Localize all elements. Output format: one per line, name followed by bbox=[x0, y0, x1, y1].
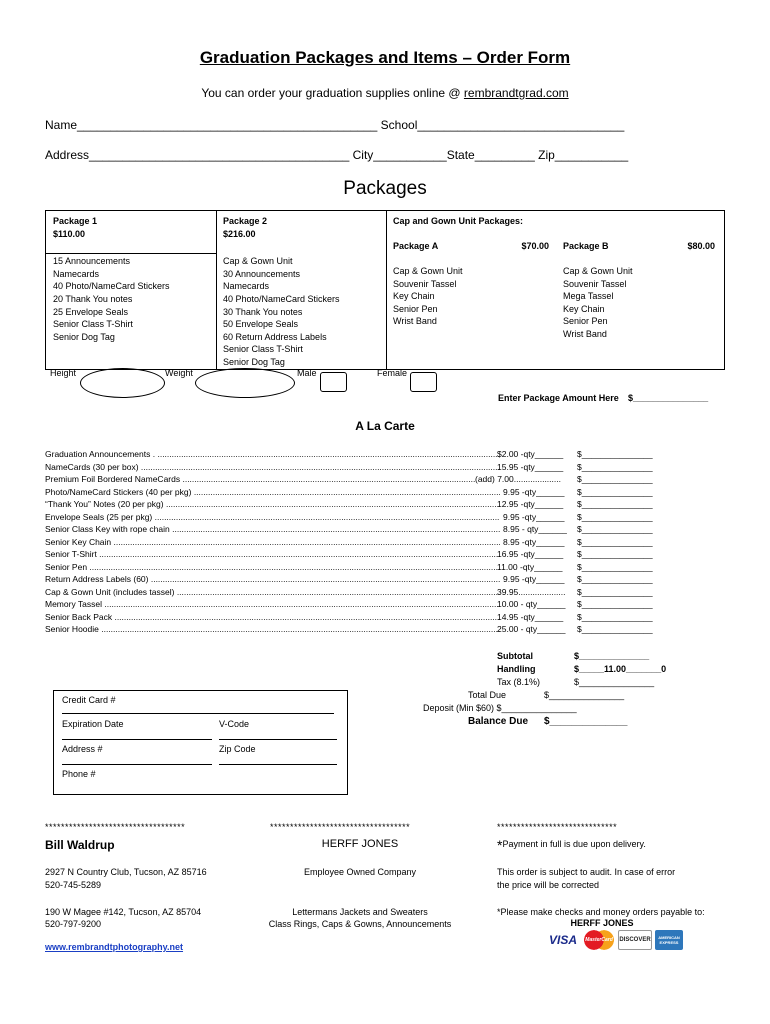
list-item: Senior Pen bbox=[563, 316, 608, 327]
table-row bbox=[45, 549, 665, 562]
item-price-qty[interactable]: 9.95 -qty______ bbox=[503, 511, 565, 522]
payment-note bbox=[497, 838, 646, 851]
table-row bbox=[45, 524, 665, 537]
table-row bbox=[45, 562, 665, 575]
list-item: Senior Class T-Shirt bbox=[53, 319, 133, 330]
item-amount-field[interactable]: $_______________ bbox=[577, 611, 653, 622]
item-name: Photo/NameCard Stickers (40 per pkg) ..... bbox=[45, 487, 500, 497]
item-name: Senior Key Chain ..... bbox=[45, 537, 500, 547]
expiration-label: Expiration Date bbox=[62, 719, 124, 729]
item-amount-field[interactable]: $_______________ bbox=[577, 511, 653, 522]
zip-code-field[interactable] bbox=[219, 764, 337, 765]
table-row bbox=[45, 624, 665, 637]
package-a-title: Package A bbox=[393, 241, 439, 251]
balance-due-label: Balance Due bbox=[468, 716, 529, 727]
package-b-price: $80.00 bbox=[687, 241, 715, 251]
list-item: 30 Thank You notes bbox=[223, 306, 303, 317]
item-price-qty[interactable]: 8.95 - qty______ bbox=[503, 524, 567, 534]
discover-logo-icon: DISCOVER bbox=[618, 930, 652, 950]
address-label: Address # bbox=[62, 744, 103, 754]
list-item: 60 Return Address Labels bbox=[223, 331, 327, 342]
handling-label: Handling bbox=[497, 664, 536, 674]
height-label: Height bbox=[50, 368, 77, 378]
services-line-2: Class Rings, Caps & Gowns, Announcements bbox=[268, 919, 452, 929]
total-due-field[interactable]: $_______________ bbox=[544, 690, 625, 700]
phone-1: 520-745-5289 bbox=[45, 880, 102, 890]
package-2 bbox=[223, 215, 383, 369]
item-name: Graduation Announcements . ..... bbox=[45, 449, 500, 459]
item-price-qty[interactable]: (add) 7.00.................... bbox=[475, 474, 561, 484]
services-line-1: Lettermans Jackets and Sweaters bbox=[292, 907, 428, 917]
item-amount-field[interactable]: $_______________ bbox=[577, 499, 653, 509]
subtotal-label: Subtotal bbox=[497, 651, 533, 661]
package-2-price: $216.00 bbox=[223, 228, 256, 239]
item-price-qty[interactable]: 14.95 -qty______ bbox=[497, 611, 564, 622]
address-2: 190 W Magee #142, Tucson, AZ 85704 bbox=[45, 907, 202, 917]
tax-label: Tax (8.1%) bbox=[497, 677, 541, 687]
package-1-price: $110.00 bbox=[53, 228, 86, 239]
herff-jones-name: HERFF JONES bbox=[321, 838, 399, 850]
item-name: Senior Class Key with rope chain ..... bbox=[45, 524, 500, 534]
item-amount-field[interactable]: $_______________ bbox=[577, 574, 653, 584]
item-amount-field[interactable]: $_______________ bbox=[577, 599, 653, 609]
item-price-qty[interactable]: 8.95 -qty______ bbox=[503, 536, 565, 547]
list-item: Cap & Gown Unit bbox=[563, 266, 633, 276]
list-item: Senior Dog Tag bbox=[223, 356, 285, 367]
tagline: Employee Owned Company bbox=[303, 867, 417, 877]
enter-package-amount-label: Enter Package Amount Here bbox=[498, 393, 619, 403]
list-item: Mega Tassel bbox=[563, 291, 614, 302]
item-name: Senior Back Pack ..... bbox=[45, 612, 500, 622]
list-item: Souvenir Tassel bbox=[393, 278, 457, 289]
item-price-qty[interactable]: 9.95 -qty______ bbox=[503, 574, 565, 584]
item-amount-field[interactable]: $_______________ bbox=[577, 561, 653, 572]
packages-heading: Packages bbox=[343, 178, 427, 199]
expiration-field[interactable] bbox=[62, 739, 212, 740]
divider-stars-3: ****************************** bbox=[497, 822, 618, 832]
page-title: Graduation Packages and Items – Order Form bbox=[199, 48, 571, 67]
item-price-qty[interactable]: 15.95 -qty______ bbox=[497, 461, 564, 472]
male-checkbox[interactable] bbox=[320, 372, 347, 392]
package-2-title: Package 2 bbox=[223, 216, 268, 226]
list-item: 40 Photo/NameCard Stickers bbox=[53, 281, 170, 292]
checks-note: *Please make checks and money orders payable to: bbox=[497, 907, 705, 917]
table-row bbox=[45, 474, 665, 487]
packages-table bbox=[45, 210, 725, 370]
subtitle-text: You can order your graduation supplies online @ bbox=[201, 86, 464, 100]
list-item: Wrist Band bbox=[563, 328, 607, 339]
item-price-qty[interactable]: $2.00 -qty______ bbox=[497, 449, 564, 459]
item-amount-field[interactable]: $_______________ bbox=[577, 474, 653, 484]
table-row bbox=[45, 537, 665, 550]
item-amount-field[interactable]: $_______________ bbox=[577, 586, 653, 597]
female-label: Female bbox=[377, 368, 408, 378]
table-row bbox=[45, 512, 665, 525]
package-b-title: Package B bbox=[563, 241, 609, 251]
website-link[interactable]: rembrandtgrad.com bbox=[463, 86, 569, 100]
subtotal-field[interactable]: $______________ bbox=[574, 651, 650, 661]
table-row bbox=[45, 487, 665, 500]
height-field[interactable] bbox=[80, 368, 165, 398]
list-item: Cap & Gown Unit bbox=[223, 256, 293, 267]
package-b bbox=[563, 240, 715, 369]
a-la-carte-heading: A La Carte bbox=[355, 419, 415, 433]
cap-gown-heading: Cap and Gown Unit Packages: bbox=[393, 216, 524, 226]
list-item: 20 Thank You notes bbox=[53, 293, 133, 304]
divider-stars-2: *********************************** bbox=[270, 822, 411, 832]
item-price-qty[interactable]: 16.95 -qty______ bbox=[497, 549, 564, 559]
list-item: Namecards bbox=[223, 281, 270, 292]
vcode-field[interactable] bbox=[219, 739, 337, 740]
item-price-qty[interactable]: 39.95.................... bbox=[497, 586, 566, 597]
table-row bbox=[45, 449, 665, 462]
item-name: Senior Hoodie ..... bbox=[45, 624, 500, 634]
item-price-qty[interactable]: 25.00 - qty______ bbox=[497, 624, 566, 634]
list-item: 15 Announcements bbox=[53, 256, 131, 267]
phone-2: 520-797-9200 bbox=[45, 919, 102, 929]
photography-website-link[interactable]: www.rembrandtphotography.net bbox=[45, 942, 184, 952]
photographer-name: Bill Waldrup bbox=[45, 838, 115, 852]
item-amount-field[interactable]: $_______________ bbox=[577, 461, 653, 472]
list-item: 25 Envelope Seals bbox=[53, 306, 129, 317]
package-1 bbox=[53, 215, 213, 369]
address-line[interactable]: Address_______________________________________ City___________State_________ Zip___________ bbox=[45, 148, 629, 162]
list-item: 40 Photo/NameCard Stickers bbox=[223, 293, 340, 304]
zip-code-label: Zip Code bbox=[219, 744, 256, 754]
item-price-qty[interactable]: 10.00 - qty______ bbox=[497, 599, 566, 609]
item-price-qty[interactable]: 9.95 -qty______ bbox=[503, 486, 565, 497]
table-row bbox=[45, 499, 665, 512]
package-amount-field[interactable]: $_______________ bbox=[628, 393, 709, 403]
item-name: Cap & Gown Unit (includes tassel) ..... bbox=[45, 587, 500, 597]
item-name: Memory Tassel ..... bbox=[45, 599, 500, 609]
divider-stars-1: *********************************** bbox=[45, 822, 186, 832]
list-item: Senior Class T-Shirt bbox=[223, 344, 303, 355]
table-row bbox=[45, 574, 665, 587]
subtitle bbox=[0, 86, 770, 100]
item-amount-field[interactable]: $_______________ bbox=[577, 549, 653, 559]
list-item: Key Chain bbox=[563, 303, 605, 314]
total-due-label: Total Due bbox=[468, 690, 507, 700]
handling-value: $_____11.00_______0 bbox=[574, 664, 667, 674]
item-name: “Thank You” Notes (20 per pkg) ..... bbox=[45, 499, 500, 509]
phone-label: Phone # bbox=[62, 769, 96, 779]
weight-field[interactable] bbox=[195, 368, 295, 398]
item-name: Envelope Seals (25 per pkg) ..... bbox=[45, 512, 500, 522]
list-item: 50 Envelope Seals bbox=[223, 319, 299, 330]
list-item: Wrist Band bbox=[393, 316, 437, 327]
audit-line-1: This order is subject to audit. In case of error bbox=[497, 867, 676, 877]
item-name: NameCards (30 per box) ..... bbox=[45, 462, 500, 472]
package-1-title: Package 1 bbox=[53, 216, 98, 226]
table-row bbox=[45, 587, 665, 600]
address-1: 2927 N Country Club, Tucson, AZ 85716 bbox=[45, 867, 207, 877]
package-a bbox=[393, 240, 551, 369]
table-row bbox=[45, 612, 665, 625]
item-name: Premium Foil Bordered NameCards ..... bbox=[45, 474, 475, 484]
tax-field[interactable]: $_______________ bbox=[574, 677, 655, 687]
item-name: Return Address Labels (60) ..... bbox=[45, 574, 500, 584]
item-amount-field[interactable]: $_______________ bbox=[577, 624, 653, 634]
item-amount-field[interactable]: $_______________ bbox=[577, 486, 653, 497]
male-label: Male bbox=[297, 368, 317, 378]
list-item: Namecards bbox=[53, 268, 100, 279]
list-item: 30 Announcements bbox=[223, 268, 301, 279]
balance-due-field[interactable]: $______________ bbox=[544, 716, 628, 727]
list-item: Senior Dog Tag bbox=[53, 331, 115, 342]
item-name: Senior T-Shirt ..... bbox=[45, 549, 500, 559]
item-amount-field[interactable]: $_______________ bbox=[577, 449, 653, 459]
package-a-price: $70.00 bbox=[521, 241, 549, 251]
list-item: Key Chain bbox=[393, 291, 435, 302]
female-checkbox[interactable] bbox=[410, 372, 437, 392]
list-item: Senior Pen bbox=[393, 303, 438, 314]
visa-logo-icon: VISA bbox=[546, 930, 580, 950]
list-item: Cap & Gown Unit bbox=[393, 266, 463, 276]
payee-name: HERFF JONES bbox=[570, 918, 634, 928]
item-amount-field[interactable]: $_______________ bbox=[577, 536, 653, 547]
table-row bbox=[45, 462, 665, 475]
weight-label: Weight bbox=[165, 368, 193, 378]
credit-card-label: Credit Card # bbox=[62, 695, 116, 705]
name-school-line[interactable]: Name_____________________________________________ School_______________________________ bbox=[45, 118, 625, 132]
item-price-qty[interactable]: 12.95 -qty______ bbox=[497, 499, 564, 509]
address-field[interactable] bbox=[62, 764, 212, 765]
amex-logo-icon: AMERICAN EXPRESS bbox=[655, 930, 683, 950]
mastercard-logo-icon: MasterCard bbox=[582, 930, 616, 950]
table-row bbox=[45, 599, 665, 612]
deposit-field[interactable]: Deposit (Min $60) $_______________ bbox=[423, 703, 577, 713]
audit-line-2: the price will be corrected bbox=[497, 880, 600, 890]
credit-card-box bbox=[53, 690, 348, 795]
payment-text: Payment in full is due upon delivery. bbox=[502, 839, 646, 849]
list-item: Souvenir Tassel bbox=[563, 278, 627, 289]
item-name: Senior Pen ..... bbox=[45, 562, 500, 572]
payment-star: * bbox=[497, 837, 503, 853]
item-amount-field[interactable]: $_______________ bbox=[577, 524, 653, 534]
item-price-qty[interactable]: 11.00 -qty______ bbox=[497, 561, 563, 572]
credit-card-field[interactable] bbox=[62, 713, 334, 714]
vcode-label: V-Code bbox=[219, 719, 250, 729]
